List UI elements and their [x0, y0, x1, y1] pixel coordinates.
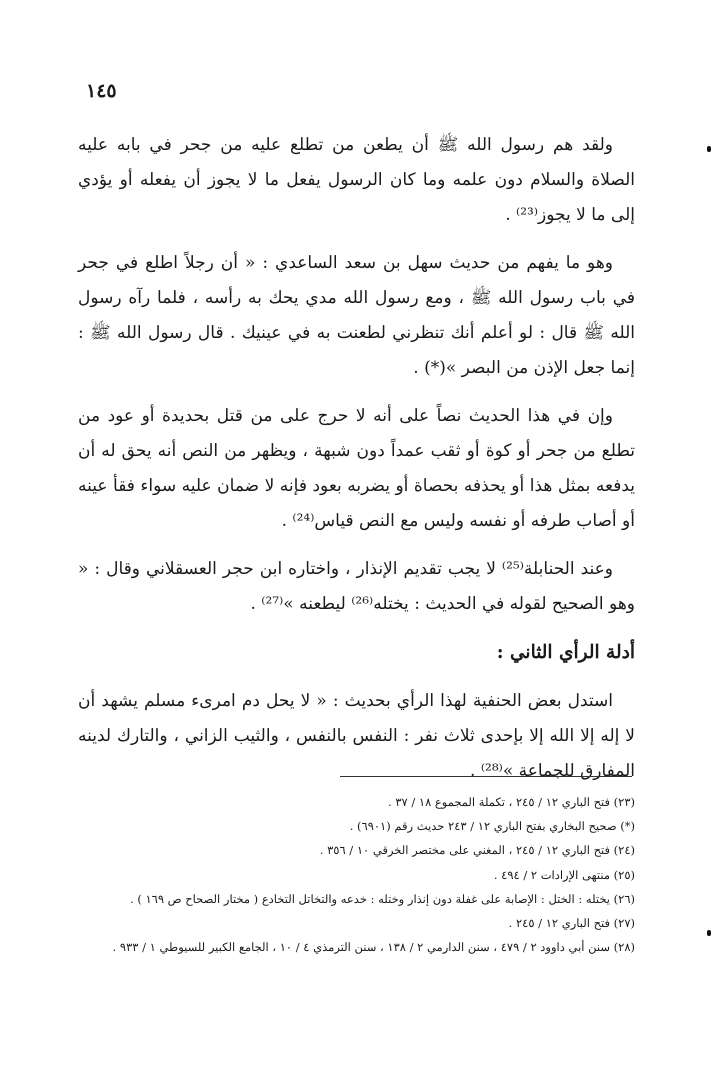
footnote-23: (٢٣) فتح الباري ١٢ / ٢٤٥ ، تكملة المجموع ١٨ / ٣٧ .: [388, 795, 635, 809]
paragraph-5: استدل بعض الحنفية لهذا الرأي بحديث : « لا يحل دم امرىء مسلم يشهد أن لا إله إلا الله إلا بإحدى ثلاث نفر : النفس بالنفس ، والثيب الزاني ، والتارك لدينه المفارق للجماعة »⁽²⁸⁾ .: [78, 691, 635, 781]
footnote-24: (٢٤) فتح الباري ١٢ / ٢٤٥ ، المغني على مختصر الخرقي ١٠ / ٣٥٦ .: [319, 843, 635, 858]
paragraph-1: ولقد هم رسول الله ﷺ أن يطعن من تطلع عليه من جحر في بابه عليه الصلاة والسلام دون علمه وما كان الرسول يفعل ما لا يجوز أن يفعله أو يؤدي إلى ما لا يجوز⁽²³⁾ .: [78, 135, 635, 225]
paragraph-4: وعند الحنابلة⁽²⁵⁾ لا يجب تقديم الإنذار ، واختاره ابن حجر العسقلاني وقال : « وهو الصحيح لقوله في الحديث : يختله⁽²⁶⁾ ليطعنه »⁽²⁷⁾ .: [78, 559, 635, 614]
paragraph-3: وإن في هذا الحديث نصاً على أنه لا حرج على من قتل بحديدة أو عود من تطلع من جحر أو كوة أو ثقب عمداً دون شبهة ، ويظهر من النص أنه يحق له أن يدفعه بمثل هذا أو يحذفه بحصاة أو يضربه بعود فإنه لا ضمان عليه سواء فقأ عينه أو أصاب طرفه أو نفسه وليس مع النص قياس⁽²⁴⁾ .: [78, 406, 635, 531]
main-text: [78, 128, 635, 802]
footnote-divider: [340, 776, 632, 777]
footnote-star: (*) صحيح البخاري بفتح الباري ١٢ / ٢٤٣ حديث رقم (٦٩٠١) .: [349, 819, 635, 834]
footnote-28: (٢٨) سنن أبي داوود ٢ / ٤٧٩ ، سنن الدارمي ٢ / ١٣٨ ، سنن الترمذي ٤ / ١٠ ، الجامع الكبير للسيوطي ١ / ٩٣٣ .: [112, 940, 635, 955]
scan-mark: [707, 930, 711, 936]
footnote-26: (٢٦) يختله : الختل : الإصابة على غفلة دون إنذار وختله : خدعه والتخاتل التخادع ( مختار الصحاح ص ١٦٩ ) .: [130, 891, 635, 906]
section-heading: أدلة الرأي الثاني :: [496, 642, 635, 663]
footnotes: [78, 790, 635, 959]
paragraph-2: وهو ما يفهم من حديث سهل بن سعد الساعدي : « أن رجلاً اطلع في جحر في باب رسول الله ﷺ ، ومع رسول الله مدي يحك به رأسه ، فلما رآه رسول الله ﷺ قال : لو أعلم أنك تنظرني لطعنت به في عينيك . قال رسول الله ﷺ : إنما جعل الإذن من البصر »(*) .: [78, 253, 635, 378]
scan-mark: [707, 146, 711, 152]
footnote-25: (٢٥) منتهى الإرادات ٢ / ٤٩٤ .: [493, 867, 635, 882]
page-number: ١٤٥: [86, 80, 117, 102]
footnote-27: (٢٧) فتح الباري ١٢ / ٢٤٥ .: [508, 916, 635, 931]
